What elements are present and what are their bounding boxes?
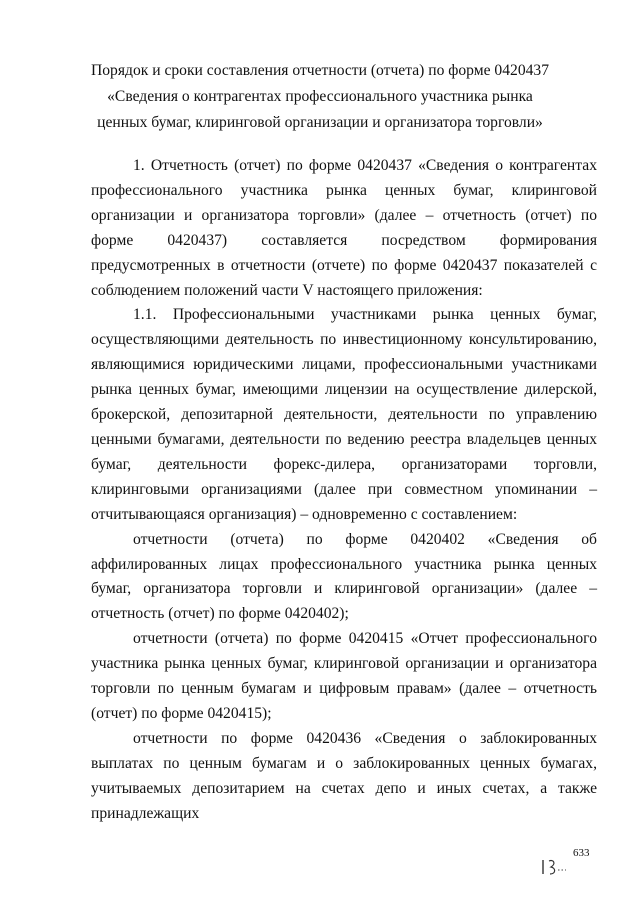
document-title-line-1: Порядок и сроки составления отчетности (отчета) по форме 0420437 [90,62,550,79]
document-title-line-3: ценных бумаг, клиринговой организации и организатора торговли» [97,114,543,131]
paragraph-1: 1. Отчетность (отчет) по форме 0420437 «Сведения о контрагентах профессионального участника рынка ценных бумаг, клиринговой организации и организатора торговли» (далее – отчетность (отчет) по форме 0420437) составляется посредством формирования предусмотренных в отчетности (отчете) по форме 0420437 показателей с соблюдением положений части V настоящего приложения: [91,157,597,299]
handwritten-mark-icon [540,856,570,878]
paragraph-form-0420402: отчетности (отчета) по форме 0420402 «Сведения об аффилированных лицах профессионального участника рынка ценных бумаг, организатора торговли и клиринговой организации» (далее – отчетность (отчет) по форме 0420402); [91,530,597,623]
paragraph-form-0420436: отчетности по форме 0420436 «Сведения о заблокированных выплатах по ценным бумагам и о заблокированных ценных бумагах, учитываемых депозитарием на счетах депо и иных счетах, а также принадлежащих [91,729,597,822]
paragraph-form-0420415: отчетности (отчета) по форме 0420415 «Отчет профессионального участника рынка ценных бумаг, клиринговой организации и организатора торговли по ценным бумагам и цифровым правам» (далее – отчетность (отчет) по форме 0420415); [91,630,597,722]
paragraph-1-1: 1.1. Профессиональными участниками рынка ценных бумаг, осуществляющими деятельность по инвестиционному консультированию, являющимися юридическими лицами, профессиональными участниками рынка ценных бумаг, имеющими лицензии на осуществление дилерской, брокерской, депозитарной деятельности, деятельности по управлению ценными бумагами, деятельности по ведению реестра владельцев ценных бумаг, деятельности форекс-дилера, организаторами торговли, клиринговыми организациями (далее при совместном упоминании – отчитывающаяся организация) – одновременно с составлением: [91,306,597,523]
page-number: 633 [573,847,590,859]
document-title-line-2: «Сведения о контрагентах профессионального участника рынка [107,88,533,105]
document-body [91,154,597,826]
